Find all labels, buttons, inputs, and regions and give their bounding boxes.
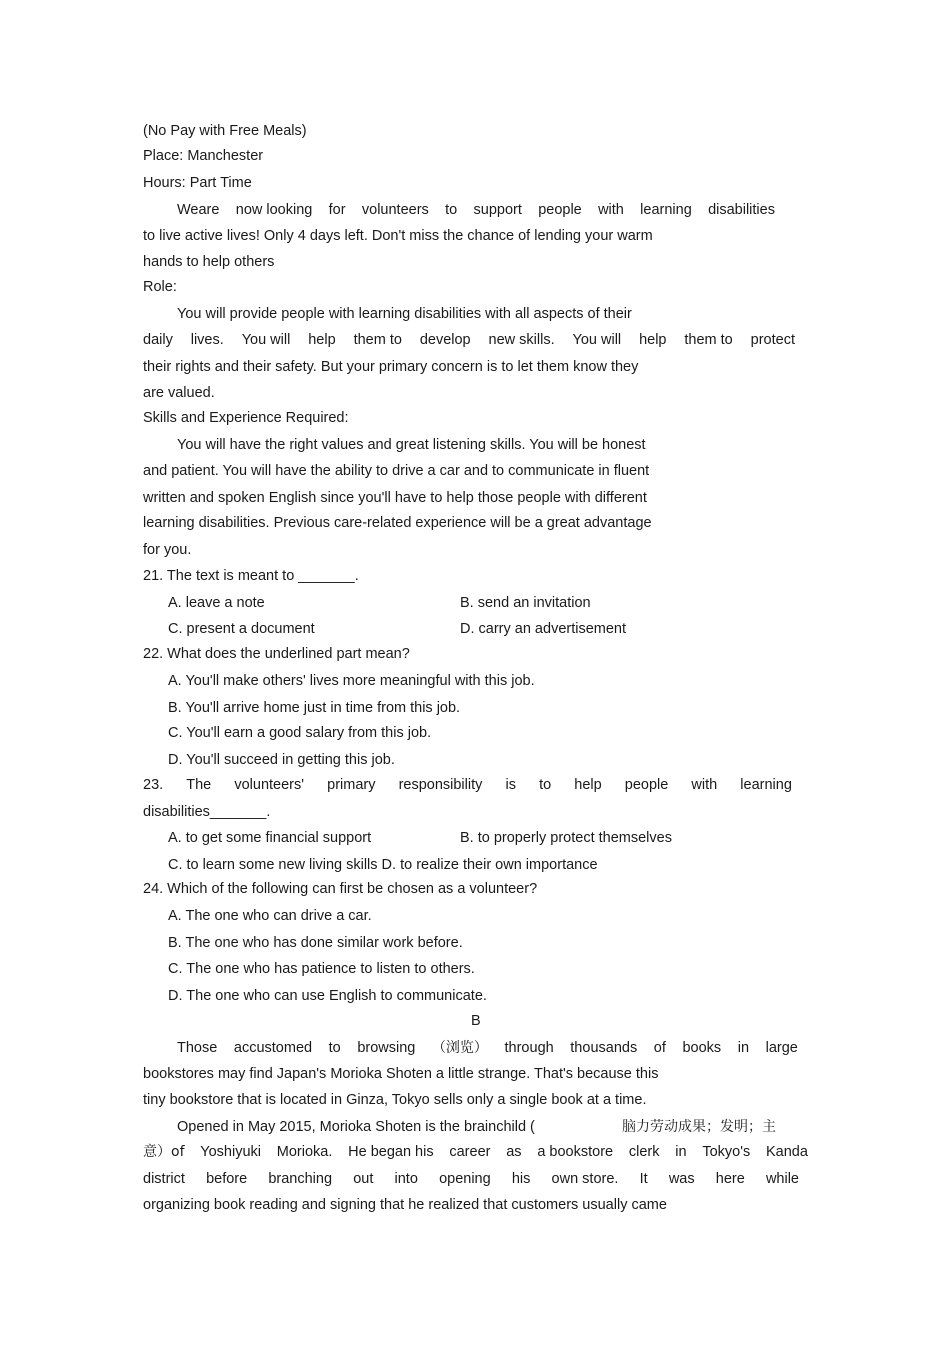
role-heading: Role:	[143, 279, 177, 295]
section-b-p2-line-4: organizing book reading and signing that he realized that customers usually came	[143, 1197, 667, 1213]
place-line: Place: Manchester	[143, 148, 264, 164]
skills-heading: Skills and Experience Required:	[143, 410, 349, 426]
intro-line-2: to live active lives! Only 4 days left. Don't miss the chance of lending your warm	[143, 228, 653, 244]
pay-line: (No Pay with Free Meals)	[143, 123, 307, 139]
role-line-3: their rights and their safety. But your primary concern is to let them know they	[143, 359, 639, 375]
section-b-p1-line-3: tiny bookstore that is located in Ginza, Tokyo sells only a single book at a time.	[143, 1092, 647, 1108]
question-22-option-a: A. You'll make others' lives more meaningful with this job.	[168, 673, 535, 689]
question-24-option-b: B. The one who has done similar work before.	[168, 935, 463, 951]
section-b-p2-line-2: 意）of Yoshiyuki Morioka. He began his career as a bookstore clerk in Tokyo's Kanda	[143, 1144, 808, 1160]
question-22-stem: 22. What does the underlined part mean?	[143, 646, 410, 662]
section-b-heading: B	[471, 1013, 481, 1029]
question-23-stem-line-2: disabilities_______.	[143, 804, 271, 820]
question-23-option-a: A. to get some financial support	[168, 830, 372, 846]
question-21-option-d: D. carry an advertisement	[460, 621, 627, 637]
skills-line-4: learning disabilities. Previous care-related experience will be a great advantage	[143, 515, 652, 531]
section-b-p1-line-1: Those accustomed to browsing （浏览） through thousands of books in large	[177, 1040, 798, 1056]
question-23-stem-line-1: 23. The volunteers' primary responsibility is to help people with learning	[143, 777, 792, 793]
question-21-option-a: A. leave a note	[168, 595, 265, 611]
question-23-options-c-d: C. to learn some new living skills D. to realize their own importance	[168, 857, 598, 873]
intro-line-3: hands to help others	[143, 254, 275, 270]
skills-line-5: for you.	[143, 542, 192, 558]
question-21-option-c: C. present a document	[168, 621, 315, 637]
section-b-p2-line-1a: Opened in May 2015, Morioka Shoten is the brainchild (	[177, 1119, 535, 1135]
question-24-option-c: C. The one who has patience to listen to others.	[168, 961, 475, 977]
role-line-1: You will provide people with learning disabilities with all aspects of their	[177, 306, 632, 322]
hours-line: Hours: Part Time	[143, 175, 252, 191]
intro-line-1: Weare now looking for volunteers to support people with learning disabilities	[177, 202, 775, 218]
role-line-2: daily lives. You will help them to develop new skills. You will help them to protect	[143, 332, 795, 348]
section-b-p2-line-3: district before branching out into opening his own store. It was here while	[143, 1171, 799, 1187]
question-23-option-b: B. to properly protect themselves	[460, 830, 672, 846]
skills-line-1: You will have the right values and great listening skills. You will be honest	[177, 437, 646, 453]
skills-line-3: written and spoken English since you'll have to help those people with different	[143, 490, 647, 506]
question-21-option-b: B. send an invitation	[460, 595, 591, 611]
question-24-option-a: A. The one who can drive a car.	[168, 908, 372, 924]
question-24-option-d: D. The one who can use English to communicate.	[168, 988, 487, 1004]
question-22-option-d: D. You'll succeed in getting this job.	[168, 752, 395, 768]
section-b-p1-line-2: bookstores may find Japan's Morioka Shoten a little strange. That's because this	[143, 1066, 659, 1082]
question-21-stem: 21. The text is meant to _______.	[143, 568, 359, 584]
question-22-option-b: B. You'll arrive home just in time from this job.	[168, 700, 461, 716]
role-line-4: are valued.	[143, 385, 215, 401]
question-24-stem: 24. Which of the following can first be chosen as a volunteer?	[143, 881, 538, 897]
question-22-option-c: C. You'll earn a good salary from this job.	[168, 725, 432, 741]
skills-line-2: and patient. You will have the ability to drive a car and to communicate in fluent	[143, 463, 650, 479]
section-b-p2-line-1b: 脑力劳动成果；发明；主	[622, 1119, 776, 1135]
